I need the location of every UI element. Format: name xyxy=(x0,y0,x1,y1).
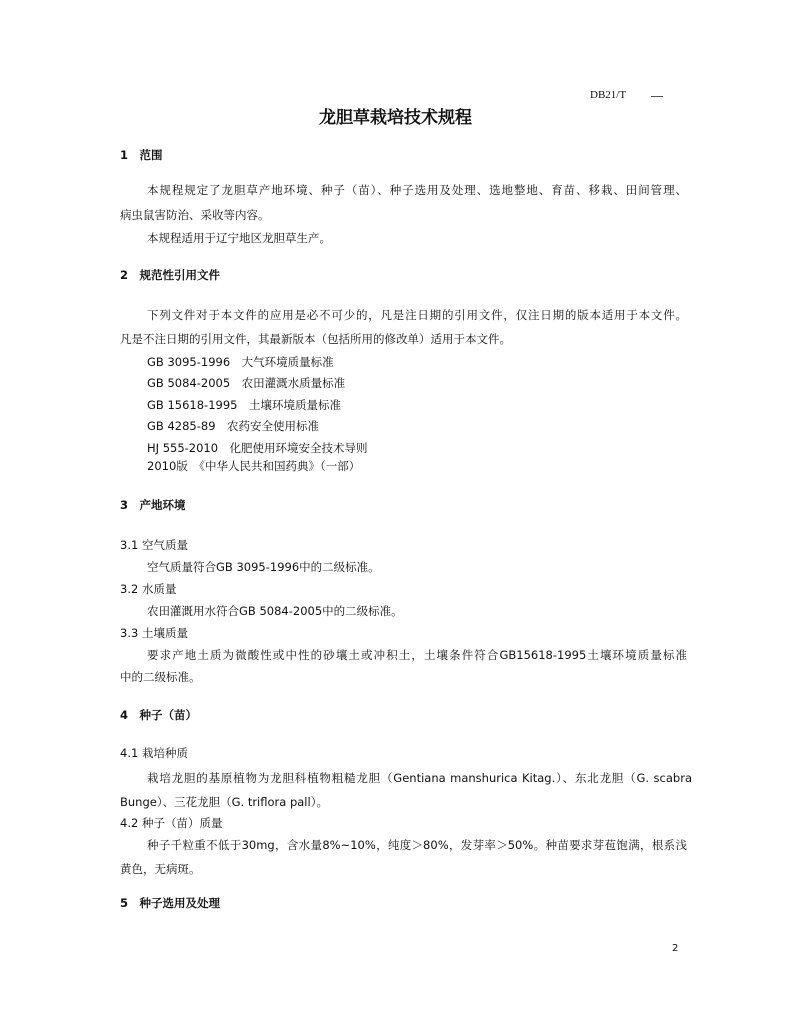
reference-item: GB 15618-1995 土壤环境质量标准 xyxy=(147,398,341,412)
reference-item: GB 5084-2005 农田灌溉水质量标准 xyxy=(147,376,346,390)
subsection-4-1-heading: 4.1 栽培种质 xyxy=(120,746,188,760)
page-title: 龙胆草栽培技术规程 xyxy=(319,108,472,128)
section-2-heading: 2 规范性引用文件 xyxy=(120,268,221,282)
section-2-paragraph-line-2: 凡是不注日期的引用文件，其最新版本（包括所用的修改单）适用于本文件。 xyxy=(120,332,511,346)
reference-item: 2010版 《中华人民共和国药典》（一部） xyxy=(147,459,361,473)
subsection-3-3-text-line-2: 中的二级标准。 xyxy=(120,670,201,684)
subsection-3-1-text: 空气质量符合GB 3095-1996中的二级标准。 xyxy=(147,560,380,574)
section-1-heading: 1 范围 xyxy=(120,148,163,162)
document-code: DB21/T xyxy=(590,89,627,101)
subsection-4-1-text-line-2: Bunge）、三花龙胆（G. triflora pall）。 xyxy=(120,795,328,809)
section-1-paragraph-1-line-1: 本规程规定了龙胆草产地环境、种子（苗）、种子选用及处理、选地整地、育苗、移栽、田间管理、 xyxy=(147,183,687,197)
reference-item: GB 3095-1996 大气环境质量标准 xyxy=(147,355,334,369)
section-4-heading: 4 种子（苗） xyxy=(120,708,198,722)
subsection-3-3-heading: 3.3 土壤质量 xyxy=(120,626,188,640)
section-5-heading: 5 种子选用及处理 xyxy=(120,896,221,910)
subsection-3-2-text: 农田灌溉用水符合GB 5084-2005中的二级标准。 xyxy=(147,604,403,618)
section-1-paragraph-1-line-2: 病虫鼠害防治、采收等内容。 xyxy=(120,208,270,222)
subsection-3-1-heading: 3.1 空气质量 xyxy=(120,538,188,552)
subsection-4-2-text-line-2: 黄色，无病斑。 xyxy=(120,862,201,876)
section-1-paragraph-2: 本规程适用于辽宁地区龙胆草生产。 xyxy=(147,231,331,245)
section-2-paragraph-line-1: 下列文件对于本文件的应用是必不可少的，凡是注日期的引用文件，仅注日期的版本适用于本文件。 xyxy=(147,308,687,322)
subsection-4-1-text-line-1: 栽培龙胆的基原植物为龙胆科植物粗糙龙胆（Gentiana manshurica Kitag.）、东北龙胆（G. scabra xyxy=(147,771,692,785)
reference-item: GB 4285-89 农药安全使用标准 xyxy=(147,419,320,433)
document-number-placeholder xyxy=(651,96,663,97)
subsection-3-2-heading: 3.2 水质量 xyxy=(120,582,177,596)
subsection-4-2-text-line-1: 种子千粒重不低于30mg，含水量8%~10%，纯度＞80%，发芽率＞50%。种苗要求芽苞饱满，根系浅 xyxy=(147,838,687,852)
subsection-4-2-heading: 4.2 种子（苗）质量 xyxy=(120,816,223,830)
section-3-heading: 3 产地环境 xyxy=(120,498,186,512)
reference-item: HJ 555-2010 化肥使用环境安全技术导则 xyxy=(147,441,368,455)
page-number: 2 xyxy=(672,943,679,954)
subsection-3-3-text-line-1: 要求产地土质为微酸性或中性的砂壤土或冲积土，土壤条件符合GB15618-1995土壤环境质量标准 xyxy=(147,648,687,662)
